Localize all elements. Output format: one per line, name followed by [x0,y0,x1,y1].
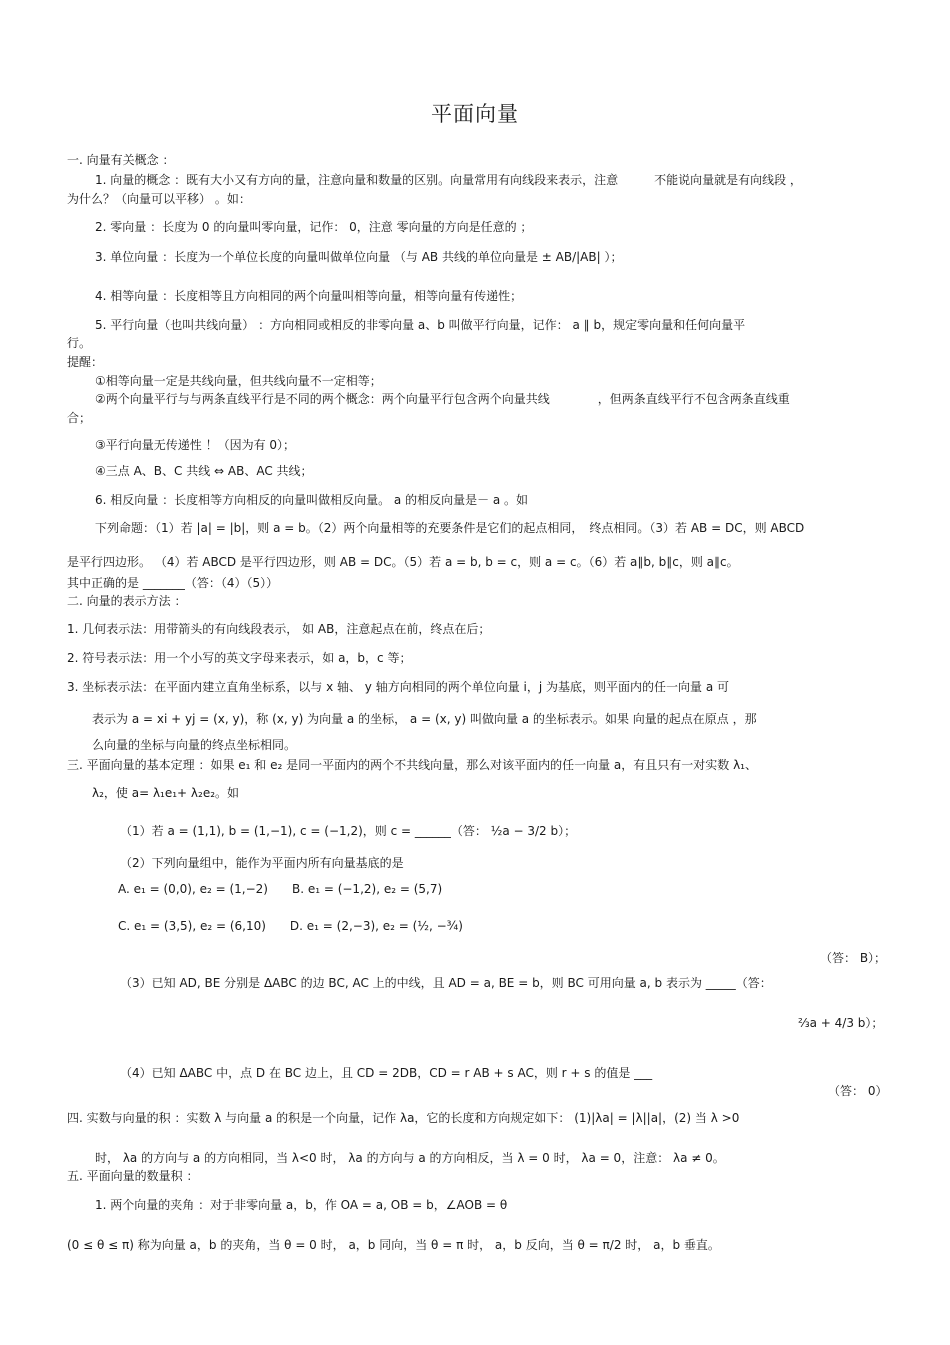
text-line: 3. 单位向量 ：长度为一个单位长度的向量叫做单位向量 （与 AB 共线的单位向量是 ± AB/|AB| ）； [95,250,623,264]
text-line: 是平行四边形。 （4）若 ABCD 是平行四边形，则 AB = DC。（5）若 a = b, b = c，则 a = c。（6）若 a∥b, b∥c，则 a∥c。 [67,555,739,569]
text-line: 2. 符号表示法：用一个小写的英文字母来表示，如 a，b，c 等； [67,651,412,665]
text-line: 5. 平行向量（也叫共线向量） ：方向相同或相反的非零向量 a、b 叫做平行向量，记作： a ∥ b，规定零向量和任何向量平 [95,318,746,332]
text-line: 二. 向量的表示方法 ： [67,594,187,608]
text-line: 行。 [67,336,92,350]
text-line: 1. 几何表示法：用带箭头的有向线段表示， 如 AB，注意起点在前，终点在后； [67,622,491,636]
text-line: ②两个向量平行与与两条直线平行是不同的两个概念：两个向量平行包含两个向量共线 ，但两条直线平行不包含两条直线重 [95,392,790,406]
text-line: 时， λa 的方向与 a 的方向相同，当 λ<0 时， λa 的方向与 a 的方向相反，当 λ = 0 时， λa = 0，注意： λa ≠ 0。 [95,1151,725,1165]
text-line: (0 ≤ θ ≤ π) 称为向量 a，b 的夹角，当 θ = 0 时， a，b 同向，当 θ = π 时， a，b 反向，当 θ = π/2 时， a，b 垂直。 [67,1238,720,1252]
text-line: ⅔a + 4/3 b）； [798,1016,884,1030]
text-line: 1. 两个向量的夹角 ：对于非零向量 a，b，作 OA = a, OB = b，∠AOB = θ [95,1198,508,1212]
text-line: 其中正确的是 _______（答：（4）（5）） [67,576,279,590]
text-line: 3. 坐标表示法：在平面内建立直角坐标系，以与 x 轴、 y 轴方向相同的两个单位向量 i，j 为基底，则平面内的任一向量 a 可 [67,680,730,694]
text-line: 6. 相反向量 ：长度相等方向相反的向量叫做相反向量。 a 的相反向量是－ a 。如 [95,493,529,507]
text-line: 提醒： [67,355,104,369]
text-line: 四. 实数与向量的积 ：实数 λ 与向量 a 的积是一个向量，记作 λa，它的长度和方向规定如下： (1)|λa| = |λ||a|，(2) 当 λ >0 [67,1111,740,1125]
page-title: 平面向量 [431,102,519,126]
text-line: 三. 平面向量的基本定理 ：如果 e₁ 和 e₂ 是同一平面内的两个不共线向量，那么对该平面内的任一向量 a，有且只有一对实数 λ₁、 [67,758,757,772]
text-line: 五. 平面向量的数量积 ： [67,1169,199,1183]
text-line: （4）已知 ΔABC 中，点 D 在 BC 边上，且 CD = 2DB，CD = r AB + s AC，则 r + s 的值是 ___ [120,1066,653,1080]
text-line: 4. 相等向量 ：长度相等且方向相同的两个向量叫相等向量，相等向量有传递性； [95,289,523,303]
text-line: （1）若 a = (1,1), b = (1,−1), c = (−1,2)，则 c = ______（答： ½a − 3/2 b）； [120,824,577,838]
text-line: 合； [67,411,92,425]
text-line: （2）下列向量组中，能作为平面内所有向量基底的是 [120,856,404,870]
text-line: （答： 0） [828,1084,888,1098]
text-line: 1. 向量的概念 ：既有大小又有方向的量，注意向量和数量的区别。向量常用有向线段来表示，注意 不能说向量就是有向线段 ， [95,173,802,187]
text-line: 下列命题：（1）若 |a| = |b|，则 a = b。（2）两个向量相等的充要条件是它们的起点相同， 终点相同。（3）若 AB = DC，则 ABCD [95,521,805,535]
text-line: ③平行向量无传递性 ！（因为有 0）； [95,438,296,452]
text-line: C. e₁ = (3,5), e₂ = (6,10) D. e₁ = (2,−3), e₂ = (½, −¾) [118,919,463,933]
text-line: （答： B）； [820,951,887,965]
text-line: 表示为 a = xi + yj = (x, y)，称 (x, y) 为向量 a 的坐标， a = (x, y) 叫做向量 a 的坐标表示。如果 向量的起点在原点 ，那 [92,712,757,726]
text-line: （3）已知 AD, BE 分别是 ΔABC 的边 BC, AC 上的中线，且 AD = a, BE = b，则 BC 可用向量 a, b 表示为 _____（答： [120,976,772,990]
text-line: A. e₁ = (0,0), e₂ = (1,−2) B. e₁ = (−1,2), e₂ = (5,7) [118,882,443,896]
text-line: 一. 向量有关概念 ： [67,153,175,167]
text-line: 2. 零向量 ：长度为 0 的向量叫零向量，记作： 0，注意 零向量的方向是任意的 ； [95,220,533,234]
text-line: 为什么？（向量可以平移） 。如： [67,192,251,206]
text-line: ④三点 A、B、C 共线 ⇔ AB、AC 共线； [95,464,313,478]
text-line: λ₂，使 a= λ₁e₁+ λ₂e₂。如 [92,786,240,800]
text-line: ①相等向量一定是共线向量，但共线向量不一定相等； [95,374,382,388]
text-line: 么向量的坐标与向量的终点坐标相同。 [92,738,297,752]
